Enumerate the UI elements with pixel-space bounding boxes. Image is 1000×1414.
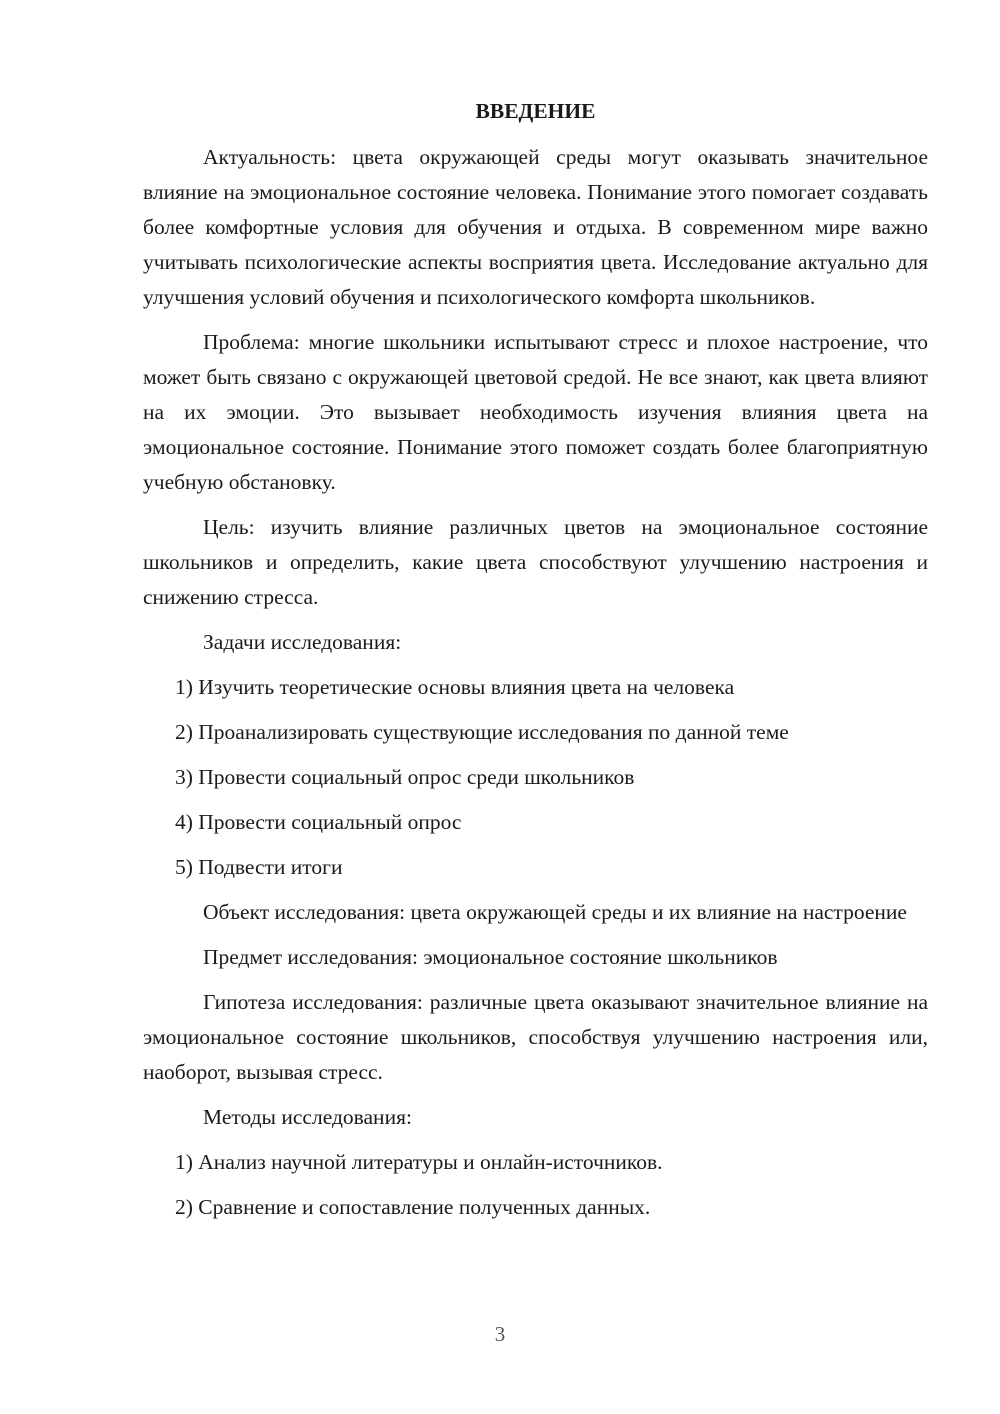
tasks-list [143,670,928,885]
hypothesis-paragraph: Гипотеза исследования: различные цвета оказывают значительное влияние на эмоциональное состояние школьников, способствуя улучшению настроения или, наоборот, вызывая стресс. [143,990,928,1084]
methods-label: Методы исследования: [203,1105,412,1129]
subject-paragraph: Предмет исследования: эмоциональное состояние школьников [203,945,778,969]
tasks-label: Задачи исследования: [203,630,402,654]
list-item: 2) Сравнение и сопоставление полученных данных. [175,1195,651,1219]
list-item: 3) Провести социальный опрос среди школьников [175,765,635,789]
list-item: 1) Изучить теоретические основы влияния цвета на человека [175,675,735,699]
goal-paragraph: Цель: изучить влияние различных цветов на эмоциональное состояние школьников и определить, какие цвета способствуют улучшению настроения и снижению стресса. [143,515,928,609]
page-number: 3 [494,1322,506,1346]
relevance-paragraph: Актуальность: цвета окружающей среды могут оказывать значительное влияние на эмоциональное состояние человека. Понимание этого помогает создавать более комфортные условия для обучения и отдыха. В современном мире важно учитывать психологические аспекты восприятия цвета. Исследование актуально для улучшения условий обучения и психологического комфорта школьников. [143,145,928,309]
list-item: 4) Провести социальный опрос [175,810,462,834]
list-item: 1) Анализ научной литературы и онлайн-источников. [175,1150,663,1174]
document-page [143,94,928,1235]
list-item: 2) Проанализировать существующие исследования по данной теме [175,720,789,744]
problem-paragraph: Проблема: многие школьники испытывают стресс и плохое настроение, что может быть связано с окружающей цветовой средой. Не все знают, как цвета влияют на их эмоции. Это вызывает необходимость изучения влияния цвета на эмоциональное состояние. Понимание этого поможет создать более благоприятную учебную обстановку. [143,330,928,494]
list-item: 5) Подвести итоги [175,855,343,879]
methods-list [143,1145,928,1225]
section-title: ВВЕДЕНИЕ [475,99,596,123]
object-paragraph: Объект исследования: цвета окружающей среды и их влияние на настроение [203,900,907,924]
